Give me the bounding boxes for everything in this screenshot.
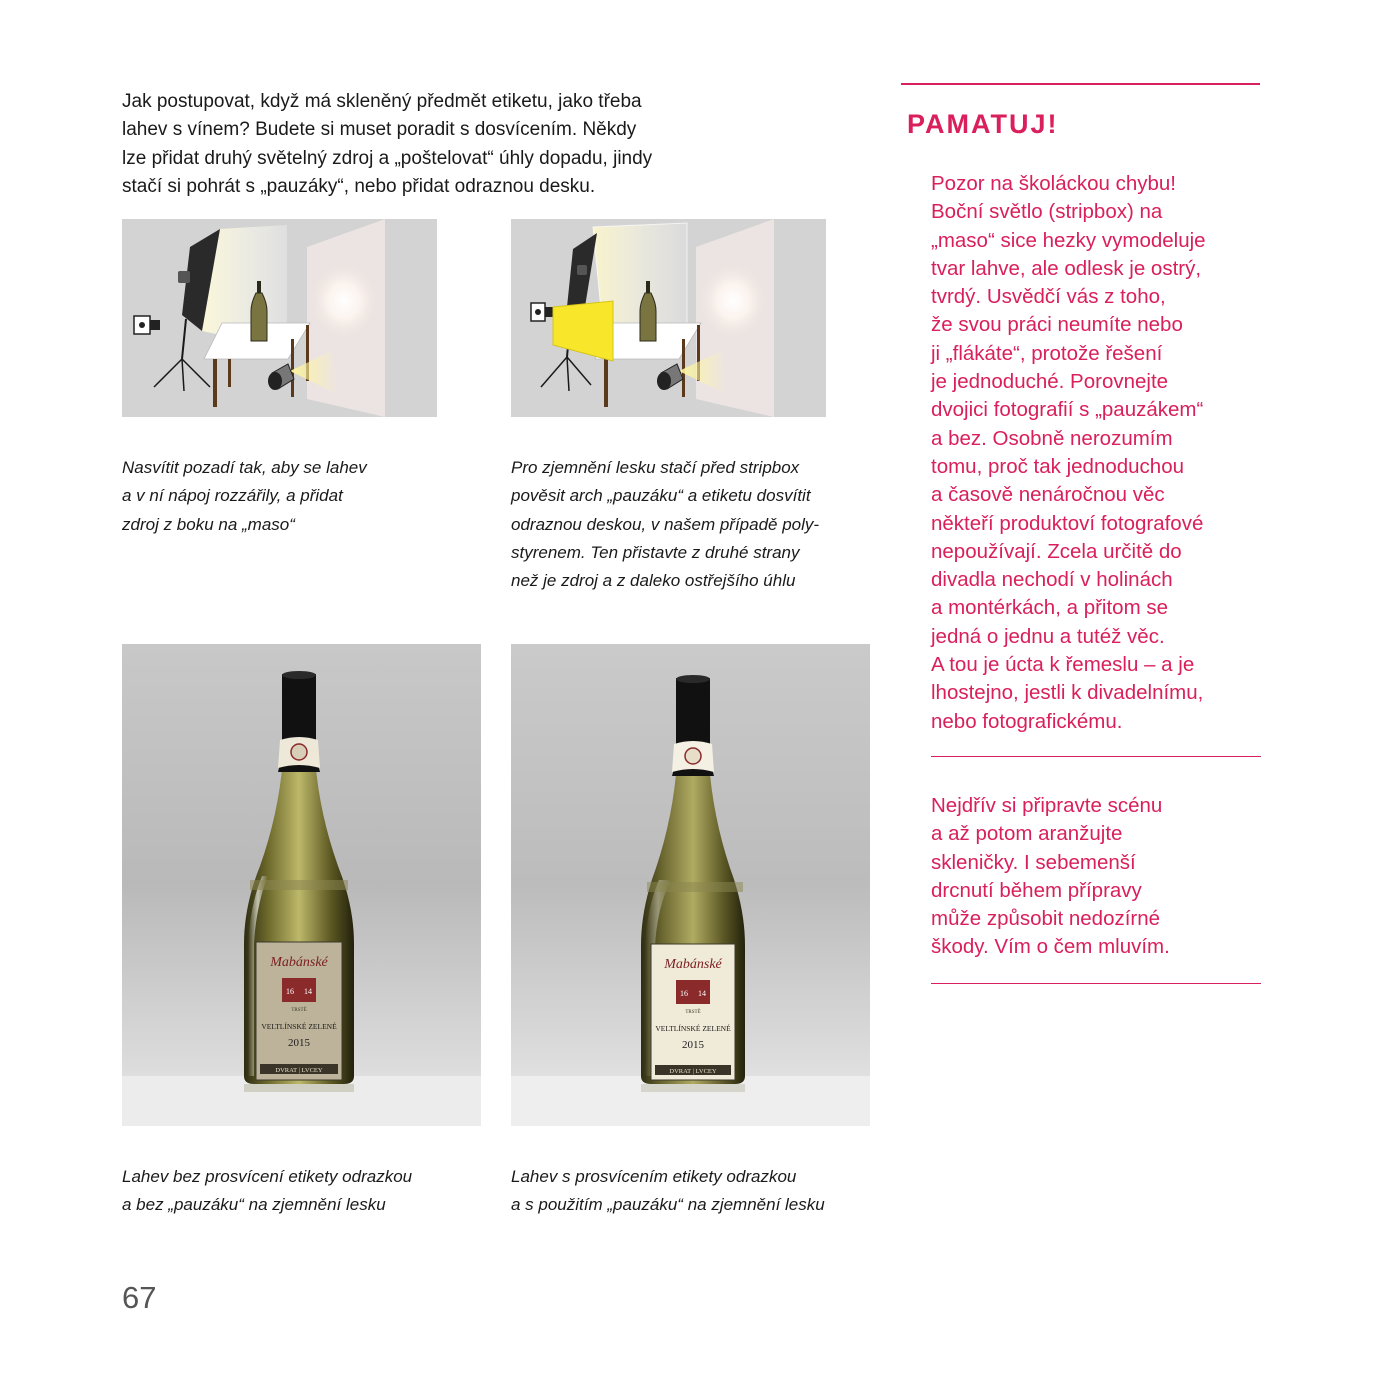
bottle-label	[651, 944, 735, 1080]
sidebar-line: někteří produktoví fotografové	[931, 511, 1204, 535]
camera-icon	[134, 316, 160, 334]
lighting-setup-illustration	[122, 219, 437, 417]
label-crest-right: 14	[698, 989, 706, 998]
sidebar-line: tomu, proč tak jednoduchou	[931, 454, 1184, 478]
label-crest-left: 16	[286, 987, 294, 996]
sidebar-line: ji „flákáte“, protože řešení	[931, 341, 1163, 365]
sidebar-top-rule	[901, 83, 1260, 85]
sidebar-line: že svou práci neumíte nebo	[931, 313, 1183, 337]
label-wine-name: VELTLÍNSKÉ ZELENÉ	[261, 1022, 337, 1031]
label-brand: Mabánské	[270, 955, 328, 970]
caption-line: Nasvítit pozadí tak, aby se lahev	[122, 458, 367, 477]
sidebar-line: a až potom aranžujte	[931, 822, 1123, 846]
sidebar-line: tvrdý. Usvědčí vás z toho,	[931, 285, 1166, 309]
sidebar-line: škody. Vím o čem mluvím.	[931, 935, 1170, 959]
page-number: 67	[122, 1280, 157, 1315]
label-year: 2015	[288, 1037, 310, 1049]
caption-line: odraznou deskou, v našem případě poly-	[511, 514, 820, 534]
intro-line: Jak postupovat, když má skleněný předmět etiketu, jako třeba	[122, 91, 642, 112]
neck-label	[278, 737, 320, 768]
reflector-board	[553, 301, 613, 361]
sidebar-line: může způsobit nedozírné	[931, 907, 1161, 931]
bottle-label	[256, 942, 342, 1080]
sidebar-line: divadla nechodí v holinách	[931, 568, 1173, 592]
sidebar-line: nepoužívají. Zcela určitě do	[931, 539, 1182, 563]
caption-line: a bez „pauzáku“ na zjemnění lesku	[122, 1195, 386, 1215]
wine-bottle-photo	[122, 644, 481, 1126]
caption-line: styrenem. Ten přistavte z druhé strany	[511, 542, 800, 562]
sidebar-line: dvojici fotografií s „pauzákem“	[931, 398, 1204, 422]
caption-line: Lahev bez prosvícení etikety odrazkou	[122, 1167, 413, 1186]
label-crest-right: 14	[304, 987, 312, 996]
intro-line: lahev s vínem? Budete si muset poradit s dosvícením. Někdy	[122, 119, 637, 141]
sidebar-line: „maso“ sice hezky vymodeluje	[931, 228, 1206, 252]
label-year: 2015	[682, 1039, 704, 1051]
intro-line: stačí si pohrát s „pauzáky“, nebo přidat odraznou desku.	[122, 175, 596, 197]
neck-label	[672, 741, 714, 772]
background-glow	[697, 261, 769, 341]
label-badge: TRSTĚ	[685, 1010, 701, 1015]
caption-line: pověsit arch „pauzáku“ a etiketu dosvítit	[511, 486, 811, 506]
sidebar-line: lhostejno, jestli k divadelnímu,	[931, 681, 1204, 705]
sidebar-paragraph-1	[931, 170, 1251, 736]
camera-icon	[531, 303, 554, 321]
label-badge: TRSTĚ	[291, 1008, 307, 1013]
sidebar-line: jedná o jednu a tutéž věc.	[931, 624, 1165, 648]
diagram-1-caption	[122, 454, 422, 539]
caption-line: Lahev s prosvícením etikety odrazkou	[511, 1167, 797, 1186]
sidebar-paragraph-2	[931, 792, 1251, 962]
sidebar-line: tvar lahve, ale odlesk je ostrý,	[931, 256, 1202, 280]
label-producer: DVRAT | LVCEY	[669, 1068, 717, 1075]
intro-paragraph	[122, 88, 742, 201]
spotlight-icon	[268, 364, 294, 390]
bottle-photo-with-reflector	[511, 644, 870, 1126]
lighting-setup-illustration	[511, 219, 826, 417]
flash-head	[577, 265, 587, 275]
sidebar-line: nebo fotografickému.	[931, 709, 1123, 733]
sidebar-line: a montérkách, a přitom se	[931, 596, 1168, 620]
label-crest-left: 16	[680, 989, 688, 998]
caption-line: a s použitím „pauzáku“ na zjemnění lesku	[511, 1195, 825, 1215]
sidebar-line: Pozor na školáckou chybu!	[931, 172, 1176, 195]
intro-line: lze přidat druhý světelný zdroj a „poštelovat“ úhly dopadu, jindy	[122, 147, 653, 169]
photo-1-caption	[122, 1163, 492, 1220]
diagram-2-caption	[511, 454, 881, 595]
sidebar-line: Nejdřív si připravte scénu	[931, 794, 1163, 817]
caption-line: než je zdroj a z daleko ostřejšího úhlu	[511, 571, 796, 591]
background-glow	[308, 261, 380, 341]
sidebar-line: a časově nenáročnou věc	[931, 483, 1165, 507]
lighting-diagram-1	[122, 219, 437, 417]
sidebar-title: PAMATUJ!	[907, 109, 1059, 139]
flash-head	[178, 271, 190, 283]
sidebar-line: a bez. Osobně nerozumím	[931, 426, 1173, 450]
spotlight-icon	[657, 364, 683, 390]
caption-line: a v ní nápoj rozzářily, a přidat	[122, 486, 343, 506]
lighting-diagram-2	[511, 219, 826, 417]
label-brand: Mabánské	[664, 957, 722, 972]
photo-2-caption	[511, 1163, 891, 1220]
sidebar-line: drcnutí během přípravy	[931, 878, 1142, 902]
caption-line: zdroj z boku na „maso“	[122, 514, 295, 534]
label-producer: DVRAT | LVCEY	[275, 1067, 323, 1074]
wine-bottle-photo	[511, 644, 870, 1126]
sidebar-line: skleničky. I sebemenší	[931, 850, 1136, 874]
label-wine-name: VELTLÍNSKÉ ZELENÉ	[655, 1024, 731, 1033]
sidebar-divider	[931, 756, 1261, 757]
sidebar-line: Boční světlo (stripbox) na	[931, 200, 1163, 224]
sidebar-line: je jednoduché. Porovnejte	[931, 370, 1169, 394]
caption-line: Pro zjemnění lesku stačí před stripbox	[511, 458, 800, 477]
bottle-photo-without-reflector	[122, 644, 481, 1126]
sidebar-line: A tou je úcta k řemeslu – a je	[931, 653, 1195, 677]
sidebar-divider	[931, 983, 1261, 984]
